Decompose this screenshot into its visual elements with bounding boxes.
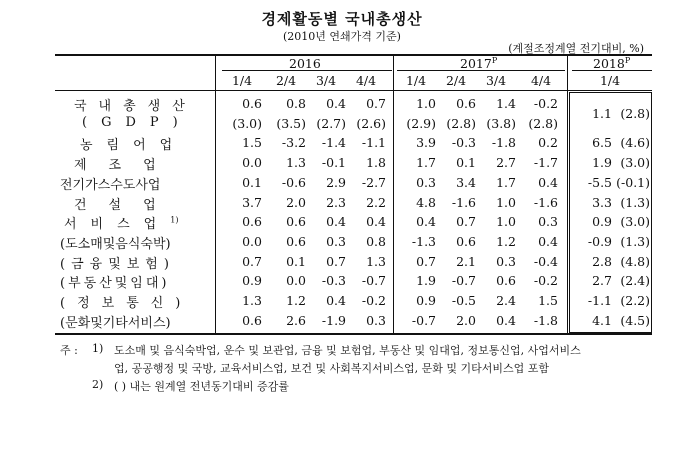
table-cell: -0.4 <box>533 253 558 269</box>
table-cell: 0.6 <box>242 312 262 328</box>
table-cell: 2.9 <box>326 174 346 190</box>
quarter-header: 3/4 <box>485 73 507 88</box>
latest-yoy-cell: (4.6) <box>620 135 650 151</box>
quarter-header: 2/4 <box>445 73 467 88</box>
table-cell: -0.6 <box>281 174 306 190</box>
quarter-header: 4/4 <box>355 73 377 88</box>
table-cell: 0.4 <box>538 233 558 249</box>
table-cell: 1.0 <box>496 194 516 210</box>
table-cell: 2.4 <box>496 293 516 308</box>
page-subtitle: (2010년 연쇄가격 기준) <box>283 30 401 43</box>
table-cell: 0.7 <box>366 96 386 111</box>
quarter-header: 4/4 <box>530 73 552 88</box>
stub-divider <box>215 54 216 333</box>
table-cell: 0.7 <box>416 253 436 269</box>
table-cell: 0.4 <box>326 96 346 111</box>
table-cell: -0.2 <box>533 273 558 289</box>
latest-value-cell: 0.9 <box>592 214 612 230</box>
row-label <box>60 253 175 272</box>
table-cell: 1.0 <box>496 214 516 230</box>
table-cell: 0.1 <box>242 174 262 190</box>
table-cell: -0.1 <box>321 155 346 171</box>
table-cell: 0.6 <box>456 233 476 249</box>
table-cell: 1.3 <box>286 155 306 171</box>
table-cell: 0.4 <box>326 214 346 230</box>
row-label-text: 전기가스수도사업 <box>60 177 161 193</box>
note-1-number: 1) <box>92 342 104 355</box>
table-cell: -1.4 <box>321 135 346 151</box>
table-cell: 1.3 <box>366 253 386 269</box>
row-label <box>60 174 160 193</box>
quarter-header: 3/4 <box>315 73 337 88</box>
table-cell: (2.9) <box>406 115 436 131</box>
table-cell: -2.7 <box>361 174 386 190</box>
page-title: 경제활동별 국내총생산 <box>261 10 423 28</box>
latest-yoy-cell: (4.8) <box>620 253 650 269</box>
table-cell: (3.5) <box>276 115 306 131</box>
table-cell: 0.8 <box>366 233 386 249</box>
table-cell: -1.1 <box>361 135 386 151</box>
table-cell: 0.3 <box>416 174 436 190</box>
table-cell: 0.9 <box>242 273 262 289</box>
row-label <box>80 134 186 153</box>
latest-value-cell: 2.7 <box>592 273 612 289</box>
latest-yoy-cell: (2.8) <box>620 106 650 121</box>
table-cell: -0.7 <box>411 312 436 328</box>
table-cell: 0.6 <box>496 273 516 289</box>
table-cell: 0.6 <box>242 214 262 230</box>
table-bottom-rule <box>55 333 652 335</box>
table-cell: 2.7 <box>496 155 516 171</box>
preliminary-mark: P <box>624 56 631 65</box>
latest-value-cell: 6.5 <box>592 135 612 151</box>
table-cell: 1.2 <box>496 233 516 249</box>
table-cell: (2.6) <box>356 115 386 131</box>
table-cell: -1.8 <box>533 312 558 328</box>
table-cell: 2.0 <box>456 312 476 328</box>
table-cell: 0.0 <box>242 233 262 249</box>
table-cell: 1.4 <box>496 96 516 111</box>
row-label-text: 국내총생산 <box>74 99 197 114</box>
latest-value-cell: 1.9 <box>592 155 612 171</box>
table-cell: 1.7 <box>496 174 516 190</box>
table-cell: 2.2 <box>366 194 386 210</box>
table-cell: -1.8 <box>491 135 516 151</box>
table-cell: -3.2 <box>281 135 306 151</box>
table-cell: 1.3 <box>242 293 262 308</box>
note-1-line-2: 업, 공공행정 및 국방, 교육서비스업, 보건 및 사회복지서비스업, 문화 및 기타서비스업 포함 <box>114 362 549 375</box>
table-cell: 0.4 <box>416 214 436 230</box>
table-cell: 0.4 <box>326 293 346 308</box>
quarter-header: 1/4 <box>231 73 253 88</box>
latest-value-cell: -0.9 <box>587 233 612 249</box>
table-cell: 2.3 <box>326 194 346 210</box>
table-cell: 0.6 <box>456 96 476 111</box>
latest-value-cell: -5.5 <box>587 174 612 190</box>
row-label-text: (GDP) <box>82 114 192 130</box>
table-cell: 0.3 <box>366 312 386 328</box>
table-cell: -0.2 <box>533 96 558 111</box>
latest-yoy-cell: (1.3) <box>620 194 650 210</box>
note-2-number: 2) <box>92 378 104 391</box>
table-cell: 0.3 <box>496 253 516 269</box>
latest-yoy-cell: (-0.1) <box>616 174 650 190</box>
table-cell: 1.5 <box>538 293 558 308</box>
year-2017: $2017^P$ <box>460 56 498 72</box>
latest-value-cell: -1.1 <box>587 293 612 308</box>
table-cell: 0.4 <box>496 312 516 328</box>
table-cell: -1.6 <box>451 194 476 210</box>
row-label <box>74 194 178 213</box>
table-cell: 0.1 <box>286 253 306 269</box>
table-cell: -0.2 <box>361 293 386 308</box>
row-label <box>60 272 170 291</box>
row-label <box>74 154 178 173</box>
latest-value-cell: 3.3 <box>592 194 612 210</box>
table-cell: 3.7 <box>242 194 262 210</box>
table-cell: 0.4 <box>366 214 386 230</box>
table-cell: 1.8 <box>366 155 386 171</box>
table-cell: 0.3 <box>538 214 558 230</box>
table-cell: 0.4 <box>538 174 558 190</box>
latest-yoy-cell: (2.2) <box>620 293 650 308</box>
table-cell: (3.0) <box>232 115 262 131</box>
unit-label: (계절조정계열 전기대비, %) <box>508 42 644 55</box>
table-cell: 0.6 <box>242 96 262 111</box>
row-label-text: 농림어업 <box>80 138 187 154</box>
table-cell: 2.6 <box>286 312 306 328</box>
year-divider-2017-2018 <box>567 54 568 333</box>
latest-yoy-cell: (4.5) <box>620 312 650 328</box>
table-cell: 1.7 <box>416 155 436 171</box>
row-label <box>60 233 171 252</box>
row-label <box>60 312 171 331</box>
latest-value-cell: 1.1 <box>592 106 612 121</box>
table-cell: -1.6 <box>533 194 558 210</box>
table-cell: 4.8 <box>416 194 436 210</box>
quarter-header: 1/4 <box>599 73 621 88</box>
latest-yoy-cell: (3.0) <box>620 155 650 171</box>
table-cell: -0.7 <box>361 273 386 289</box>
row-label-text: (금융및보험) <box>60 256 175 272</box>
row-label <box>74 95 197 114</box>
note-prefix: 주 : <box>60 344 78 357</box>
table-cell: (2.8) <box>528 115 558 131</box>
table-cell: -0.5 <box>451 293 476 308</box>
year-2018: $2018^P$ <box>593 56 631 72</box>
note-2-text: ( ) 내는 원계열 전년동기대비 증감률 <box>114 380 289 393</box>
table-cell: -0.7 <box>451 273 476 289</box>
table-cell: 0.0 <box>286 273 306 289</box>
table-cell: -0.3 <box>451 135 476 151</box>
row-label-text: (도소매및음식숙박) <box>60 236 171 252</box>
table-cell: 1.0 <box>416 96 436 111</box>
quarter-header: 1/4 <box>405 73 427 88</box>
table-cell: 3.9 <box>416 135 436 151</box>
row-label-text: (부동산및임대) <box>60 276 170 292</box>
latest-yoy-cell: (2.4) <box>620 273 650 289</box>
latest-yoy-cell: (1.3) <box>620 233 650 249</box>
latest-yoy-cell: (3.0) <box>620 214 650 230</box>
table-cell: 0.8 <box>286 96 306 111</box>
table-cell: (3.8) <box>486 115 516 131</box>
table-cell: 1.2 <box>286 293 306 308</box>
table-cell: -1.7 <box>533 155 558 171</box>
table-cell: 0.3 <box>326 233 346 249</box>
table-cell: (2.8) <box>446 115 476 131</box>
table-cell: 1.9 <box>416 273 436 289</box>
row-label <box>60 292 192 311</box>
row-label-text: 건설업 <box>74 197 178 213</box>
row-label-text: 서비스업 <box>64 217 171 233</box>
row-label-text: (정보통신) <box>60 296 193 311</box>
latest-value-cell: 2.8 <box>592 253 612 269</box>
table-cell: 2.1 <box>456 253 476 269</box>
table-cell: 0.7 <box>242 253 262 269</box>
table-cell: (2.7) <box>316 115 346 131</box>
row-label <box>82 115 192 130</box>
table-cell: -1.9 <box>321 312 346 328</box>
table-cell: -0.3 <box>321 273 346 289</box>
table-cell: 0.2 <box>538 135 558 151</box>
table-cell: 0.7 <box>456 214 476 230</box>
table-cell: 0.6 <box>286 214 306 230</box>
header-bottom-rule <box>55 90 652 91</box>
table-cell: 0.7 <box>326 253 346 269</box>
table-cell: 0.1 <box>456 155 476 171</box>
preliminary-mark: P <box>491 56 498 65</box>
note-1-line-1: 도소매 및 음식숙박업, 운수 및 보관업, 금융 및 보험업, 부동산 및 임대업, 정보통신업, 사업서비스 <box>114 344 581 357</box>
year-2016: 2016 <box>289 56 321 71</box>
row-label-text: (문화및기타서비스) <box>60 315 171 331</box>
table-cell: 3.4 <box>456 174 476 190</box>
table-top-rule <box>55 54 652 56</box>
table-cell: 0.9 <box>416 293 436 308</box>
table-cell: 0.0 <box>242 155 262 171</box>
row-label <box>64 213 178 232</box>
latest-value-cell: 4.1 <box>592 312 612 328</box>
quarter-header: 2/4 <box>275 73 297 88</box>
table-cell: 0.6 <box>286 233 306 249</box>
row-label-text: 제조업 <box>74 158 178 174</box>
footnote-mark: 1) <box>170 215 179 225</box>
table-cell: -1.3 <box>411 233 436 249</box>
table-cell: 2.0 <box>286 194 306 210</box>
table-cell: 1.5 <box>242 135 262 151</box>
